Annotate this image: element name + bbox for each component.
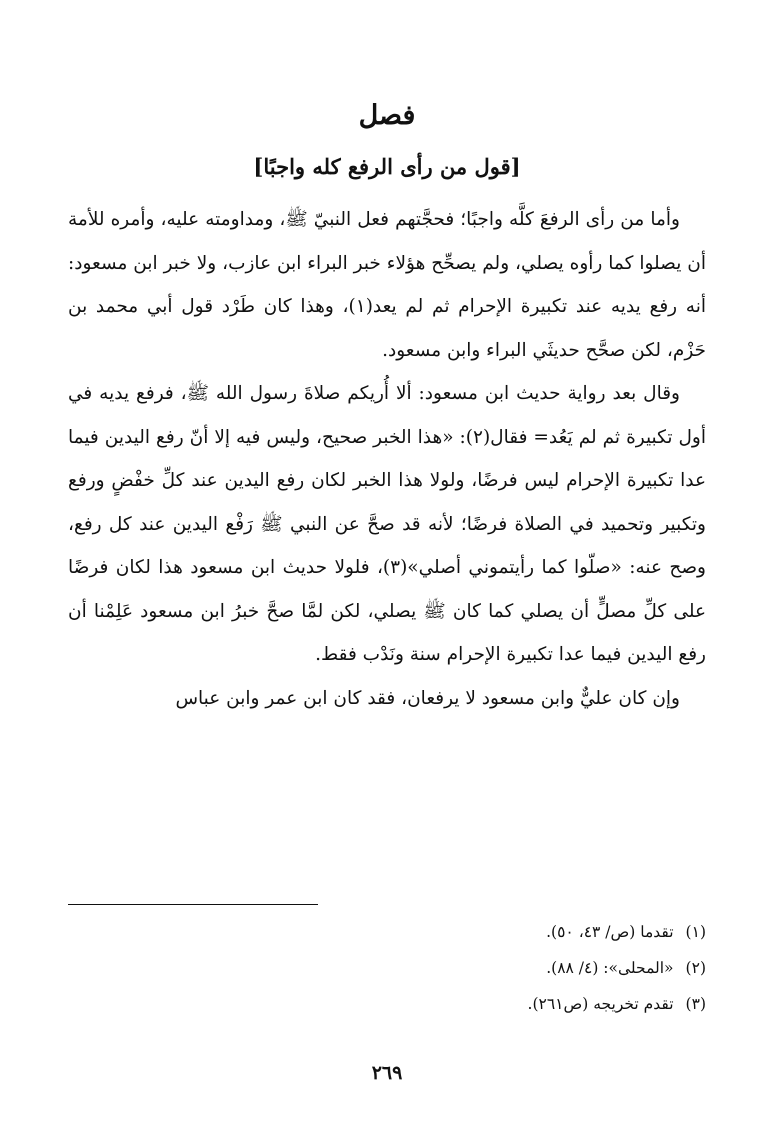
footnote-text: تقدما (ص/ ٤٣، ٥٠). bbox=[546, 923, 674, 941]
footnote-text: تقدم تخريجه (ص٢٦١). bbox=[527, 995, 674, 1013]
footnote-1 bbox=[68, 914, 706, 950]
paragraph-1: وأما من رأى الرفعَ كلَّه واجبًا؛ فحجَّتهم فعل النبيّ ﷺ، ومداومته عليه، وأمره للأمة أن يصلوا كما رأوه يصلي، ولم يصحِّح هؤلاء خبر البراء ابن عازب، ولا خبر ابن مسعود: أنه رفع يديه عند تكبيرة الإحرام ثم لم يعد(١)، وهذا كان طَرْد قول أبي محمد بن حَزْم، لكن صحَّح حديثَي البراء وابن مسعود. bbox=[68, 209, 707, 361]
footnotes bbox=[68, 914, 706, 1022]
footnote-2 bbox=[68, 950, 706, 986]
footnote-number: (٢) bbox=[685, 959, 706, 977]
footnote-divider bbox=[68, 904, 318, 905]
footnote-number: (١) bbox=[685, 923, 706, 941]
chapter-title: فصل bbox=[358, 100, 416, 131]
footnote-3 bbox=[68, 986, 706, 1022]
paragraph-3: وإن كان عليٌّ وابن مسعود لا يرفعان، فقد كان ابن عمر وابن عباس bbox=[175, 687, 680, 709]
section-heading: [قول من رأى الرفع كله واجبًا] bbox=[253, 154, 521, 179]
footnote-number: (٣) bbox=[685, 995, 706, 1013]
page-body bbox=[68, 96, 706, 720]
footnote-text: «المحلى»: (٤/ ٨٨). bbox=[546, 959, 674, 977]
paragraph-2: وقال بعد رواية حديث ابن مسعود: ألا أُريكم صلاةَ رسول الله ﷺ، فرفع يديه في أول تكبيرة ثم لم يَعُد= فقال(٢): «هذا الخبر صحيح، وليس فيه إلا أنّ رفع اليدين فيما عدا تكبيرة الإحرام ليس فرضًا، ولولا هذا الخبر لكان رفع اليدين عند كلِّ خفْضٍ ورفع وتكبير وتحميد في الصلاة فرضًا؛ لأنه قد صحَّ عن النبي ﷺ رَفْع اليدين عند كل رفع، وصح عنه: «صلّوا كما رأيتموني أصلي»(٣)، فلولا حديث ابن مسعود هذا لكان فرضًا على كلِّ مصلٍّ أن يصلي كما كان ﷺ يصلي، لكن لمَّا صحَّ خبرُ ابن مسعود عَلِمْنا أن رفع اليدين فيما عدا تكبيرة الإحرام سنة ونَدْب فقط. bbox=[68, 383, 706, 665]
page-number: ٢٦٩ bbox=[371, 1062, 403, 1084]
